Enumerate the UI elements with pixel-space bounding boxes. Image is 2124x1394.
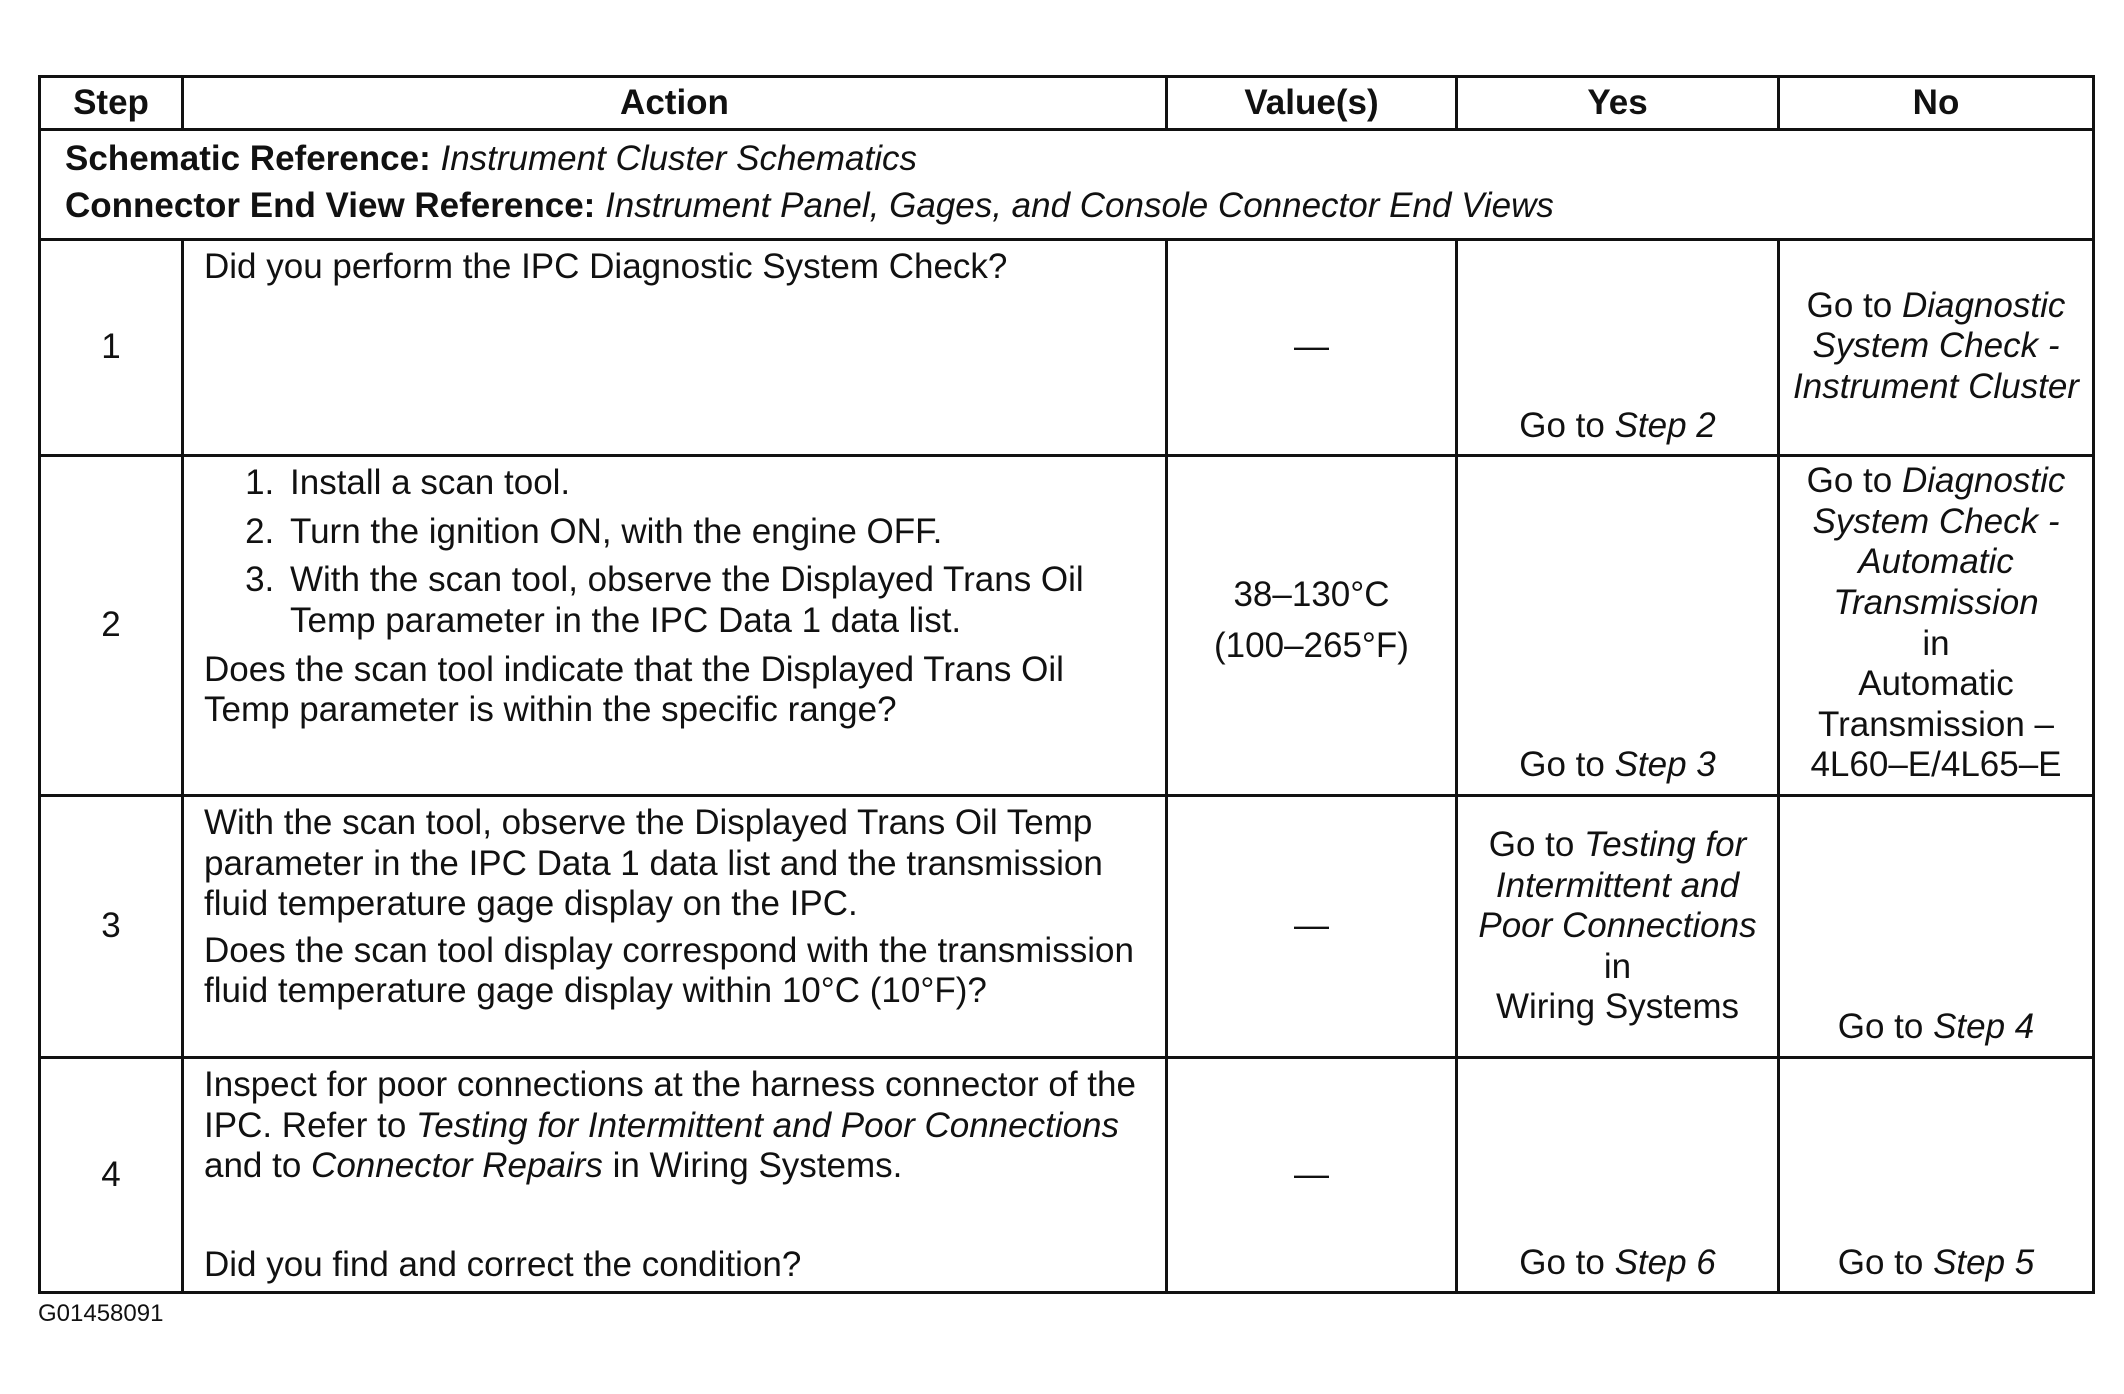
step-question: Does the scan tool display correspond with the transmission fluid temperature gage display within 10°C (10°F)? <box>204 930 1134 1011</box>
step-yes <box>1457 456 1779 796</box>
no-link[interactable]: Diagnostic System Check - Instrument Cluster <box>1793 285 2079 406</box>
step-row-4 <box>40 1057 2094 1292</box>
step-no <box>1779 456 2094 796</box>
connector-reference <box>65 186 2068 227</box>
step-action <box>183 795 1167 1057</box>
step-action <box>183 240 1167 456</box>
step-yes <box>1457 795 1779 1057</box>
step-instructions <box>204 463 1147 641</box>
yes-section: Wiring Systems <box>1495 987 1740 1027</box>
step-text <box>204 1065 1147 1187</box>
header-values: Value(s) <box>1167 77 1457 130</box>
no-prefix: Go to <box>1806 285 1902 325</box>
schematic-reference-label: Schematic Reference: <box>65 139 431 178</box>
step-yes <box>1457 240 1779 456</box>
diagnostic-table <box>38 75 2095 1294</box>
instruction-item: 3. With the scan tool, observe the Displayed Trans Oil Temp parameter in the IPC Data 1 data list. <box>284 560 1147 641</box>
step-text-part: and to <box>204 1146 312 1186</box>
value-celsius: 38–130°C <box>1233 574 1390 614</box>
step-value: — <box>1167 240 1457 456</box>
step-yes <box>1457 1057 1779 1292</box>
connector-reference-link[interactable]: Instrument Panel, Gages, and Console Connector End Views <box>605 185 1554 225</box>
no-section: Automatic Transmission – 4L60–E/4L65–E <box>1810 664 2062 785</box>
step-number: 3 <box>40 795 183 1057</box>
yes-prefix: Go to <box>1519 405 1615 445</box>
step-question: Did you perform the IPC Diagnostic System Check? <box>204 247 1008 287</box>
yes-link[interactable]: Step 3 <box>1614 745 1716 785</box>
step-row-2 <box>40 456 2094 796</box>
step-value: — <box>1167 1057 1457 1292</box>
instruction-item: 2. Turn the ignition ON, with the engine OFF. <box>284 512 1147 553</box>
step-no <box>1779 240 2094 456</box>
step-number: 4 <box>40 1057 183 1292</box>
yes-prefix: Go to <box>1519 745 1615 785</box>
step-value: — <box>1167 795 1457 1057</box>
step-text-part: Inspect for poor connections at the harness connector of the IPC. Refer to <box>204 1064 1136 1145</box>
yes-prefix: Go to <box>1519 1242 1615 1282</box>
no-link[interactable]: Step 5 <box>1933 1242 2035 1282</box>
step-text-part: in Wiring Systems. <box>602 1146 903 1186</box>
step-no <box>1779 795 2094 1057</box>
header-yes: Yes <box>1457 77 1779 130</box>
step-number: 1 <box>40 240 183 456</box>
yes-link[interactable]: Step 2 <box>1614 405 1716 445</box>
figure-id: G01458091 <box>38 1300 164 1327</box>
yes-link[interactable]: Testing for Intermittent and Poor Connections <box>1478 824 1757 946</box>
step-action <box>183 456 1167 796</box>
header-row <box>40 77 2094 130</box>
connector-repairs-link[interactable]: Connector Repairs <box>311 1146 603 1186</box>
reference-row <box>40 130 2094 240</box>
header-step: Step <box>40 77 183 130</box>
schematic-reference <box>65 139 2068 180</box>
step-question: Did you find and correct the condition? <box>204 1244 802 1284</box>
no-in: in <box>1922 623 1950 663</box>
step-question: Does the scan tool indicate that the Displayed Trans Oil Temp parameter is within the specific range? <box>204 649 1064 730</box>
connector-reference-label: Connector End View Reference: <box>65 185 596 225</box>
step-number: 2 <box>40 456 183 796</box>
yes-in: in <box>1603 946 1632 986</box>
yes-link[interactable]: Step 6 <box>1614 1242 1716 1282</box>
header-action: Action <box>183 77 1167 130</box>
instruction-item: 1. Install a scan tool. <box>284 463 1147 504</box>
step-action <box>183 1057 1167 1292</box>
step-text: With the scan tool, observe the Displayed Trans Oil Temp parameter in the IPC Data 1 data list and the transmission fluid temperature gage display on the IPC. <box>204 802 1103 924</box>
step-row-3 <box>40 795 2094 1057</box>
reference-cell <box>40 130 2094 240</box>
testing-link[interactable]: Testing for Intermittent and Poor Connections <box>416 1105 1120 1145</box>
no-prefix: Go to <box>1837 1007 1934 1047</box>
no-link[interactable]: Step 4 <box>1933 1007 2035 1047</box>
no-prefix: Go to <box>1806 461 1902 501</box>
step-value <box>1167 456 1457 796</box>
step-row-1 <box>40 240 2094 456</box>
no-prefix: Go to <box>1837 1242 1934 1282</box>
yes-prefix: Go to <box>1488 824 1585 864</box>
header-no: No <box>1779 77 2094 130</box>
schematic-reference-link[interactable]: Instrument Cluster Schematics <box>440 139 918 178</box>
no-link[interactable]: Diagnostic System Check - Automatic Transmission <box>1812 461 2066 622</box>
value-fahrenheit: (100–265°F) <box>1214 625 1409 665</box>
step-no <box>1779 1057 2094 1292</box>
